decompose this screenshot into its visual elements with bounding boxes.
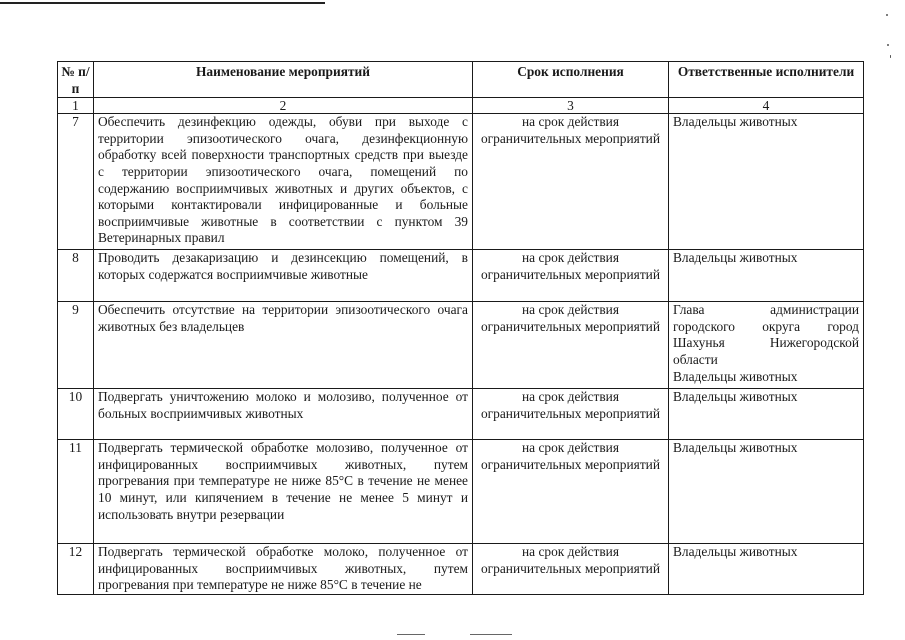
responsible-line: Глава администрации bbox=[673, 302, 859, 318]
row-term: на срок действия ограничительных мероприятий bbox=[473, 389, 669, 440]
responsible-line: Шахунья Нижегородской bbox=[673, 335, 859, 351]
scan-speck bbox=[890, 55, 891, 58]
row-description: Обеспечить отсутствие на территории эпизоотического очага животных без владельцев bbox=[94, 302, 473, 389]
responsible-line: области bbox=[673, 351, 718, 367]
bottom-rule bbox=[470, 634, 512, 635]
row-term: на срок действия ограничительных мероприятий bbox=[473, 544, 669, 595]
row-term: на срок действия ограничительных мероприятий bbox=[473, 302, 669, 389]
column-index-row bbox=[58, 98, 864, 114]
header-term: Срок исполнения bbox=[473, 62, 669, 98]
header-number: № п/п bbox=[58, 62, 94, 98]
row-term: на срок действия ограничительных мероприятий bbox=[473, 440, 669, 544]
row-number: 10 bbox=[58, 389, 94, 440]
row-description: Обеспечить дезинфекцию одежды, обуви при выходе с территории эпизоотического очага, дезинфекционную обработку всей поверхности транспортных средств при выезде с территории эпизоотического очага, помещений по содержанию восприимчивых животных и других объектов, с которыми контактировали инфицированные и больные восприимчивые животные в соответствии с пунктом 39 Ветеринарных правил bbox=[94, 114, 473, 250]
row-responsible: Владельцы животных bbox=[669, 544, 864, 595]
responsible-line: городского округа город bbox=[673, 318, 859, 334]
scan-speck bbox=[886, 14, 888, 16]
row-responsible: Владельцы животных bbox=[669, 389, 864, 440]
row-number: 8 bbox=[58, 250, 94, 302]
row-number: 11 bbox=[58, 440, 94, 544]
row-responsible: Владельцы животных bbox=[669, 440, 864, 544]
index-cell: 4 bbox=[669, 98, 864, 114]
index-cell: 3 bbox=[473, 98, 669, 114]
header-responsible: Ответственные исполнители bbox=[669, 62, 864, 98]
table-row bbox=[58, 114, 864, 250]
scan-speck bbox=[887, 44, 889, 46]
row-responsible: Владельцы животных bbox=[669, 114, 864, 250]
row-description: Подвергать термической обработке молозиво, полученное от инфицированных восприимчивых животных, путем прогревания при температуре не ниже 85°С в течение не менее 10 минут, или кипячением в течение не менее 5 минут и использовать внутри резервации bbox=[94, 440, 473, 544]
header-name: Наименование мероприятий bbox=[94, 62, 473, 98]
index-cell: 2 bbox=[94, 98, 473, 114]
table-row bbox=[58, 440, 864, 544]
row-term: на срок действия ограничительных мероприятий bbox=[473, 250, 669, 302]
table-row bbox=[58, 302, 864, 389]
row-number: 12 bbox=[58, 544, 94, 595]
index-cell: 1 bbox=[58, 98, 94, 114]
responsible-line: Владельцы животных bbox=[673, 368, 798, 384]
table-row bbox=[58, 389, 864, 440]
row-responsible: Владельцы животных bbox=[669, 250, 864, 302]
row-responsible bbox=[669, 302, 864, 389]
row-term: на срок действия ограничительных мероприятий bbox=[473, 114, 669, 250]
table-header-row bbox=[58, 62, 864, 98]
row-description: Проводить дезакаризацию и дезинсекцию помещений, в которых содержатся восприимчивые животные bbox=[94, 250, 473, 302]
table-row bbox=[58, 250, 864, 302]
table-row bbox=[58, 544, 864, 595]
row-description: Подвергать термической обработке молоко, полученное от инфицированных восприимчивых животных, путем прогревания при температуре не ниже 85°С в течение не bbox=[94, 544, 473, 595]
bottom-rule bbox=[397, 634, 425, 635]
measures-table bbox=[57, 61, 864, 595]
top-rule bbox=[0, 2, 325, 4]
row-number: 9 bbox=[58, 302, 94, 389]
row-description: Подвергать уничтожению молоко и молозиво, полученное от больных восприимчивых животных bbox=[94, 389, 473, 440]
row-number: 7 bbox=[58, 114, 94, 250]
